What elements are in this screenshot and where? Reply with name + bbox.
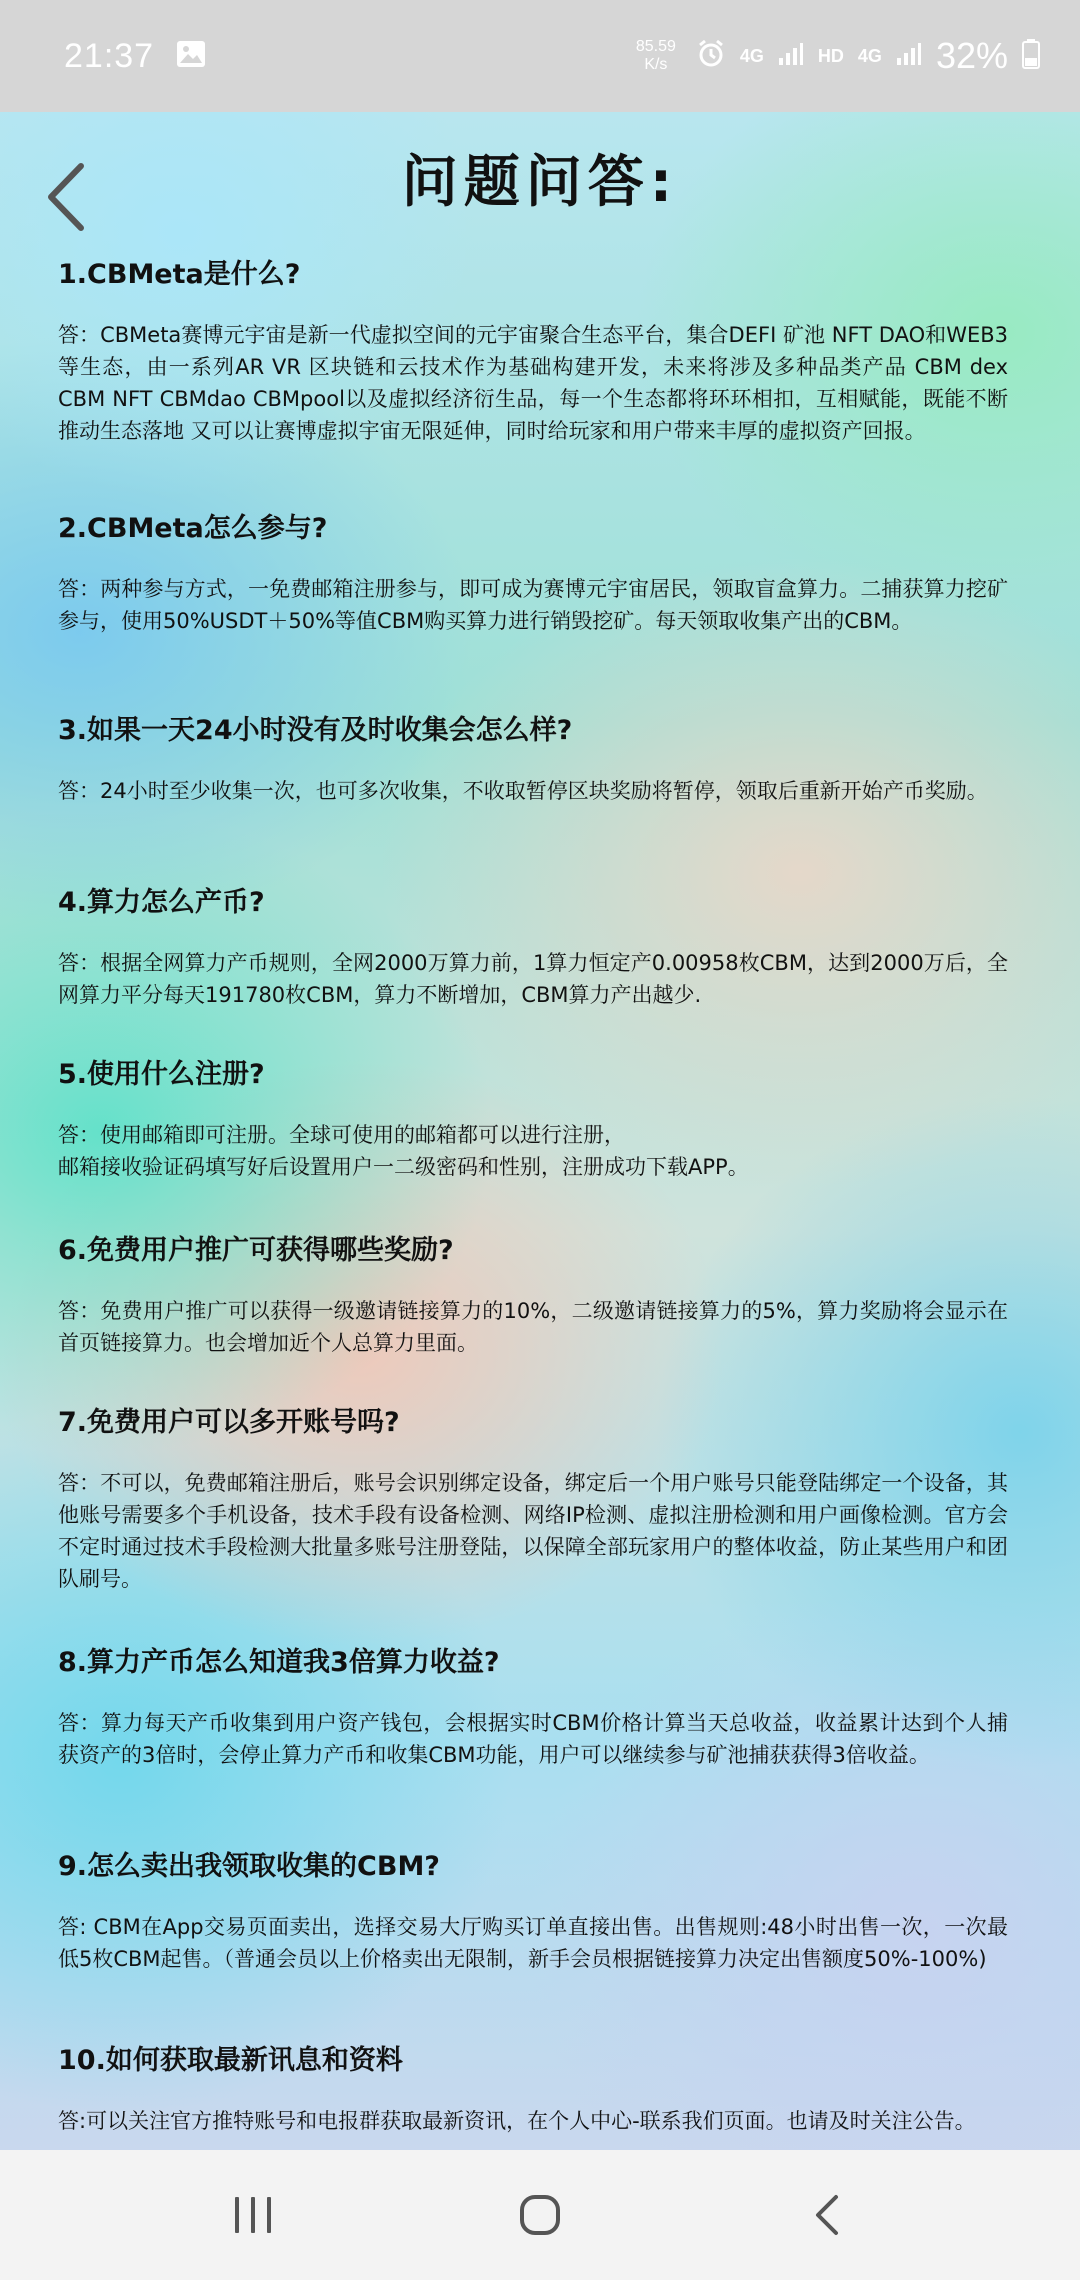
answer-1: 答：CBMeta赛博元宇宙是新一代虚拟空间的元宇宙聚合生态平台，集合DEFI 矿池 NFT DAO和WEB3等生态，由一系列AR VR 区块链和云技术作为基础构建开发，未来将涉及多种品类产品 CBM dex CBM NFT CBMdao CBMpool以及虚拟经济衍生品，每一个生态都将环环相扣，互相赋能，既能不断推动生态落地 又可以让赛博虚拟宇宙无限延伸，同时给玩家和用户带来丰厚的虚拟资产回报。: [58, 323, 1008, 443]
network-type-2: 4G: [857, 45, 882, 66]
network-type-1: 4G: [739, 45, 764, 66]
signal-icon-2: [896, 42, 922, 71]
network-speed-unit: K/s: [644, 56, 668, 73]
back-icon: [812, 2193, 842, 2237]
question-10: 10.如何获取最新讯息和资料: [58, 2045, 403, 2076]
qa-item-1: [58, 252, 1008, 447]
qa-item-7: [58, 1400, 1008, 1595]
answer-2: 答：两种参与方式，一免费邮箱注册参与，即可成为赛博元宇宙居民，领取盲盒算力。二捕获算力挖矿参与，使用50%USDT＋50%等值CBM购买算力进行销毁挖矿。每天领取收集产出的CBM。: [58, 577, 1008, 633]
answer-5: 答：使用邮箱即可注册。全球可使用的邮箱都可以进行注册， 邮箱接收验证码填写好后设置用户一二级密码和性别，注册成功下载APP。: [58, 1123, 749, 1179]
answer-9: 答: CBM在App交易页面卖出，选择交易大厅购买订单直接出售。出售规则:48小时出售一次，一次最低5枚CBM起售。（普通会员以上价格卖出无限制，新手会员根据链接算力决定出售额度50%-100%): [58, 1915, 1008, 1971]
page-title: 问题问答:: [401, 150, 679, 215]
home-icon: [518, 2193, 562, 2237]
battery-icon: [1022, 39, 1040, 74]
recent-apps-button[interactable]: [193, 2170, 313, 2260]
question-2: 2.CBMeta怎么参与?: [58, 513, 328, 544]
qa-item-4: [58, 880, 1008, 1011]
answer-8: 答：算力每天产币收集到用户资产钱包，会根据实时CBM价格计算当天总收益，收益累计达到个人捕获资产的3倍时，会停止算力产币和收集CBM功能，用户可以继续参与矿池捕获获得3倍收益。: [58, 1711, 1008, 1767]
question-5: 5.使用什么注册?: [58, 1059, 265, 1090]
question-8: 8.算力产币怎么知道我3倍算力收益?: [58, 1647, 500, 1678]
answer-6: 答：免费用户推广可以获得一级邀请链接算力的10%，二级邀请链接算力的5%，算力奖励将会显示在首页链接算力。也会增加近个人总算力里面。: [58, 1299, 1008, 1355]
alarm-icon: [696, 39, 726, 74]
hd-badge: HD: [817, 45, 844, 66]
qa-item-10: [58, 2038, 1008, 2137]
recent-apps-icon: [231, 2195, 275, 2235]
answer-10: 答:可以关注官方推特账号和电报群获取最新资讯，在个人中心-联系我们页面。也请及时关注公告。: [58, 2109, 976, 2133]
answer-7: 答：不可以，免费邮箱注册后，账号会识别绑定设备，绑定后一个用户账号只能登陆绑定一个设备，其他账号需要多个手机设备，技术手段有设备检测、网络IP检测、虚拟注册检测和用户画像检测。官方会不定时通过技术手段检测大批量多账号注册登陆，以保障全部玩家用户的整体收益，防止某些用户和团队刷号。: [58, 1471, 1008, 1591]
answer-3: 答：24小时至少收集一次，也可多次收集，不收取暂停区块奖励将暂停，领取后重新开始产币奖励。: [58, 779, 988, 803]
signal-icon: [778, 42, 804, 71]
home-button[interactable]: [480, 2170, 600, 2260]
qa-item-9: [58, 1844, 1008, 1975]
question-3: 3.如果一天24小时没有及时收集会怎么样?: [58, 715, 573, 746]
faq-content[interactable]: [0, 112, 1080, 2150]
qa-item-2: [58, 506, 1008, 637]
qa-item-3: [58, 708, 1008, 807]
network-speed: [636, 38, 676, 74]
qa-item-8: [58, 1640, 1008, 1771]
question-1: 1.CBMeta是什么?: [58, 259, 301, 290]
battery-percent: 32%: [935, 35, 1008, 76]
qa-item-5: [58, 1052, 1008, 1183]
system-back-button[interactable]: [767, 2170, 887, 2260]
status-time: 21:37: [64, 36, 155, 75]
status-bar: [0, 0, 1080, 112]
question-4: 4.算力怎么产币?: [58, 887, 265, 918]
system-nav-bar: [0, 2150, 1080, 2280]
answer-4: 答：根据全网算力产币规则，全网2000万算力前，1算力恒定产0.00958枚CBM，达到2000万后，全网算力平分每天191780枚CBM，算力不断增加，CBM算力产出越少.: [58, 951, 1008, 1007]
network-speed-value: 85.59: [635, 38, 676, 55]
gallery-icon: [176, 40, 206, 73]
question-7: 7.免费用户可以多开账号吗?: [58, 1407, 400, 1438]
question-9: 9.怎么卖出我领取收集的CBM?: [58, 1851, 440, 1882]
qa-item-6: [58, 1228, 1008, 1359]
question-6: 6.免费用户推广可获得哪些奖励?: [58, 1235, 454, 1266]
